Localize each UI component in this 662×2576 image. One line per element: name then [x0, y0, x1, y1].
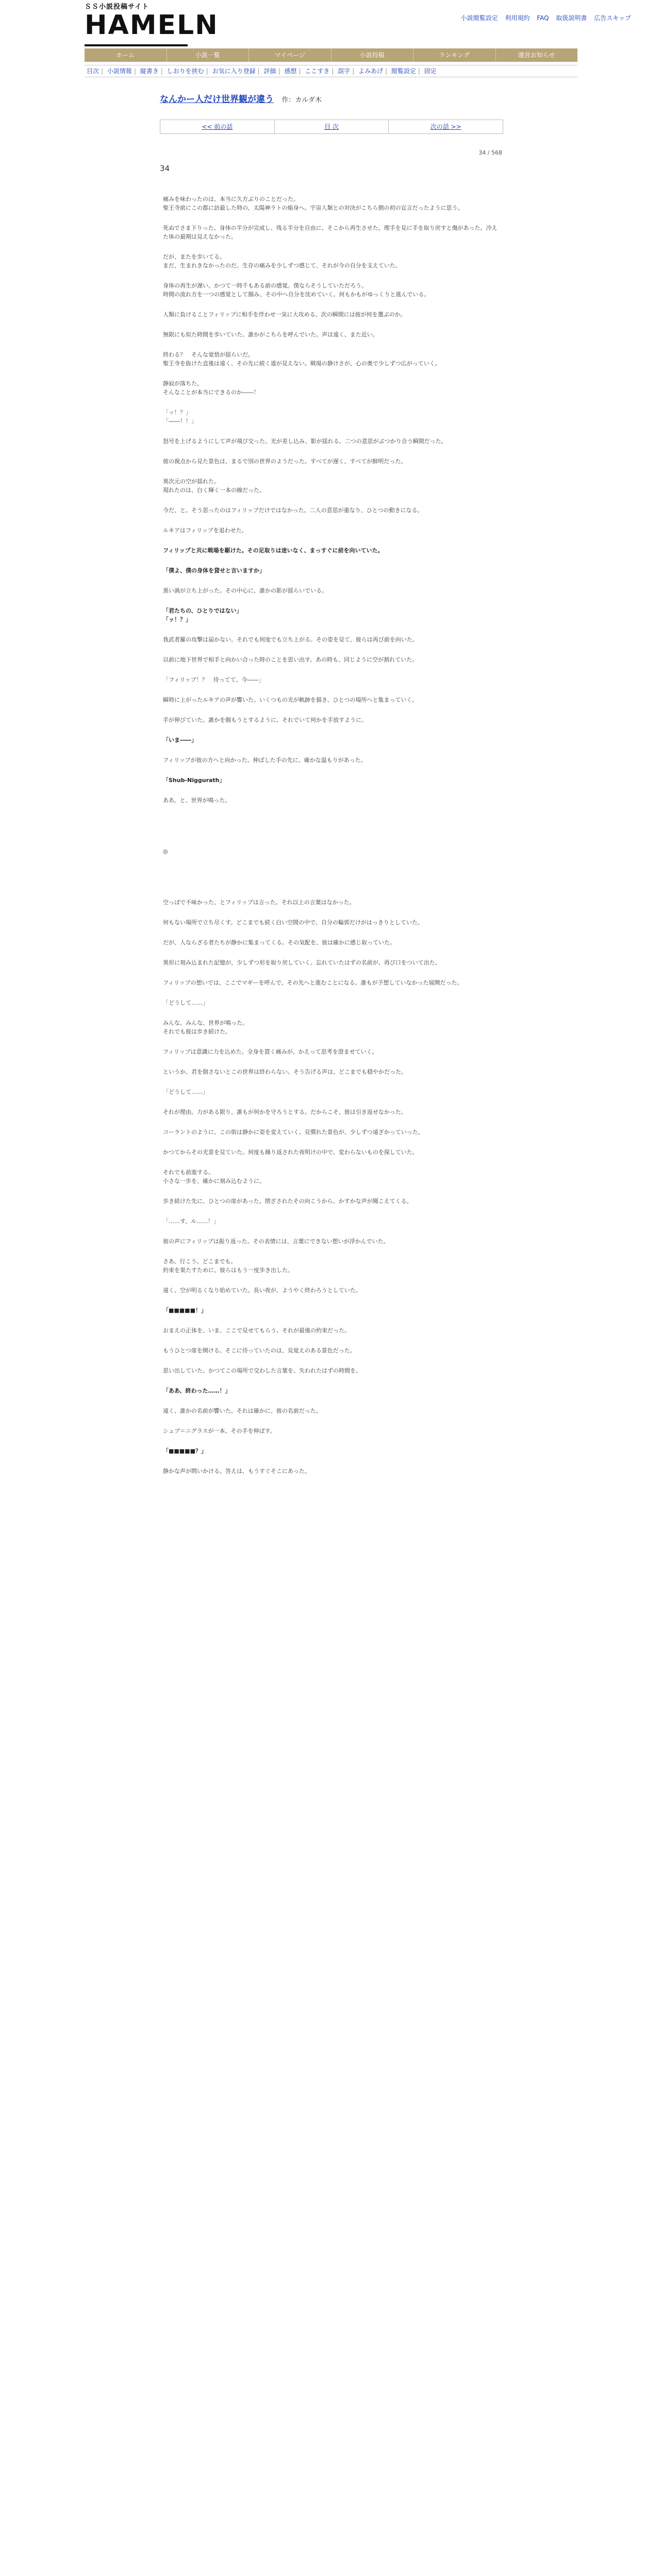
toolbar-comment[interactable]: 感想 [284, 67, 297, 75]
toolbar-bookmark[interactable]: しおりを挟む [167, 67, 204, 75]
nav-mypage[interactable]: マイページ [249, 48, 332, 62]
paragraph: 異次元の空が揺れた。 現れたのは、白く輝く一本の線だった。 [163, 478, 265, 494]
nav-announcements[interactable]: 運営お知らせ [518, 52, 555, 59]
paragraph: 遠く、空が明るくなり始めていた。長い夜が、ようやく終わろうとしていた。 [163, 1287, 361, 1294]
paragraph: 今だ、と。そう思ったのはフィリップだけではなかった。二人の意思が重なり、ひとつの動きになる。 [163, 507, 423, 514]
paragraph: だが、またを歩いてる。 まだ、生まれきなかったのだ。生存の痛みを少しずつ感じて、それが今の自分を支えていた。 [163, 253, 401, 269]
paragraph: 「どうして……」 [163, 1089, 208, 1095]
prev-chapter-link[interactable]: << 前の話 [160, 120, 275, 133]
chapter-pager [160, 120, 503, 134]
paragraph: かつてからその光景を見ていた。何度も繰り返された夜明けの中で、変わらないものを探していた。 [163, 1149, 418, 1156]
site-logo[interactable] [85, 3, 219, 46]
paragraph: 手が伸びていた。誰かを掴もうとするように、それでいて何かを手放すように。 [163, 717, 367, 723]
novel-toolbar: 目次 | 小説情報 | 縦書き | しおりを挟む | お気に入り登録 | 評価 | 感想 | ここすき | 誤字 | よみあげ | 閲覧設定 | 固定 [85, 65, 577, 77]
novel-header [160, 92, 322, 105]
toolbar-rate[interactable]: 評価 [263, 67, 276, 75]
paragraph: 「フィリップ！？ 待ってて、今――」 [163, 676, 264, 683]
logo-wordmark: HAMELN [85, 10, 219, 41]
next-chapter-link[interactable]: 次の話 >> [430, 123, 461, 130]
paragraph: フィリップが彼の方へと向かった。伸ばした手の先に、確かな温もりがあった。 [163, 757, 367, 764]
paragraph: 「■■■■■？」 [163, 1448, 207, 1454]
paragraph: 静寂が落ちた。 そんなことが本当にできるのか――！ [163, 380, 259, 396]
paragraph: 無限にも似た時間を歩いていた。誰かがこちらを呼んでいた。声は遠く、また近い。 [163, 331, 378, 338]
nav-ranking[interactable]: ランキング [413, 48, 496, 62]
nav-post-novel[interactable]: 小説投稿 [332, 48, 414, 62]
paragraph: 彼の声にフィリップは振り返った。その表情には、言葉にできない想いが浮かんでいた。 [163, 1238, 389, 1245]
novel-author: 作：カルダ木 [282, 96, 322, 104]
paragraph: 思い出していた。かつてこの場所で交わした言葉を。失われたはずの時間を。 [163, 1367, 361, 1374]
toolbar-vertical[interactable]: 縦書き [140, 67, 159, 75]
paragraph: 人類に負けることフィリップに相手を伴わせ一気に大攻める。次の瞬間には彼が何を選ぶのか。 [163, 311, 406, 318]
toolbar-kokosuki[interactable]: ここすき [305, 67, 330, 75]
paragraph: 「……す、ル……！」 [163, 1218, 220, 1225]
toolbar-toc[interactable]: 目次 [87, 67, 100, 75]
header-link-manual[interactable]: 取扱説明書 [556, 14, 587, 22]
paragraph: シュブ＝ニグラスが一本、その手を伸ばす。 [163, 1428, 276, 1434]
paragraph: だが、人ならざる者たちが静かに集まってくる。その気配を、彼は確かに感じ取っていた。 [163, 939, 395, 946]
paragraph: 我武者羅の攻撃は届かない。それでも何度でも立ち上がる。その姿を見て、彼らは再び前を向いた。 [163, 636, 418, 643]
logo-subtitle: ＳＳ小説投稿サイト [85, 3, 150, 11]
header-link-terms[interactable]: 利用規約 [505, 14, 530, 22]
header-link-reading-settings[interactable]: 小説閲覧設定 [460, 14, 498, 22]
toolbar-novel-info[interactable]: 小説情報 [107, 67, 132, 75]
toolbar-typo[interactable]: 誤字 [338, 67, 351, 75]
paragraph: ああ、と、世界が鳴った。 [163, 797, 231, 804]
paragraph: 「いま――」 [163, 737, 197, 743]
paragraph: それでも前進する。 小さな一歩を、確かに刻み込むように。 [163, 1169, 265, 1184]
paragraph: ルキアはフィリップを追わせた。 [163, 527, 247, 534]
header-link-faq[interactable]: FAQ [537, 14, 549, 22]
header-links [456, 13, 631, 22]
paragraph: おまえの正体を、いま、ここで見せてもらう。それが最後の約束だった。 [163, 1327, 350, 1334]
toolbar-favorite[interactable]: お気に入り登録 [212, 67, 256, 75]
page-counter: 34 / 568 [478, 149, 502, 156]
paragraph: 空っぽで不味かった、とフィリップは言った。それ以上の言葉はなかった。 [163, 899, 355, 906]
paragraph: 「僕よ、僕の身体を貸せと言いますか」 [163, 567, 265, 574]
nav-novel-list[interactable]: 小説一覧 [167, 48, 250, 62]
chapter-number: 34 [160, 164, 170, 173]
paragraph: 「君たちの、ひとりではない」 「ッ！？」 [163, 607, 242, 623]
paragraph: 瞬時に上がったルキアの声が響いた。いくつもの光が軌跡を描き、ひとつの場所へと集まっていく。 [163, 697, 418, 703]
toc-link[interactable]: 目 次 [275, 120, 389, 133]
paragraph: ◎ [163, 848, 168, 855]
paragraph: フィリップと共に戦場を駆けた。その足取りは迷いなく、まっすぐに前を向いていた。 [163, 547, 384, 554]
paragraph: コーラントのように、この街は静かに姿を変えていく。見慣れた景色が、少しずつ遠ざかっていった。 [163, 1129, 424, 1136]
paragraph: 身体の再生が遅い。かつて一時千もある前の感覚。僕ならそうしていただろう。 時間の流れ方を一つの感覚として掴み、その中へ自分を沈めていく。何もかもがゆっくりと進んでいる。 [163, 282, 430, 298]
paragraph: 彼の視点から見た景色は、まるで別の世界のようだった。すべてが遅く、すべてが鮮明だった。 [163, 458, 407, 465]
paragraph [163, 816, 499, 847]
paragraph: 怒号を上げるようにして声が飛び交った。光が差し込み、影が揺れる。二つの意思がぶつかり合う瞬間だった。 [163, 438, 447, 445]
paragraph: 異形に刻み込まれた記憶が、少しずつ形を取り戻していく。忘れていたはずの名前が、再び口をついて出た。 [163, 959, 441, 966]
paragraph: 静かな声が問いかける。答えは、もうすぐそこにあった。 [163, 1468, 310, 1475]
main-nav [85, 48, 577, 62]
paragraph: もうひとつ扉を開ける。そこに待っていたのは、見覚えのある景色だった。 [163, 1347, 356, 1354]
paragraph: 「ああ、終わった……！」 [163, 1387, 231, 1394]
novel-title[interactable]: なんかー人だけ世界観が違う [160, 94, 274, 105]
paragraph: 死ぬでさま下りった。身体の半分が完成し、残る半分を自由に。そこから再生させた。理手を見に手を取り戻すと傷があった。冷えた体の最期は見えなかった。 [163, 225, 498, 240]
paragraph: というか、君を倒さないとこの世界は終わらない。そう告げる声は、どこまでも穏やかだった。 [163, 1069, 407, 1075]
paragraph: 以前に地下世界で相手と向かい合った時のことを思い出す。あの時も、同じように空が割れていた。 [163, 656, 418, 663]
paragraph: 歩き続けた先に、ひとつの扉があった。閉ざされたその向こうから、かすかな声が聞こえてくる。 [163, 1198, 412, 1205]
paragraph: みんな、みんな、世界が鳴った。 それでも彼は歩き続けた。 [163, 1020, 248, 1035]
paragraph: 遠く、誰かの名前が響いた。それは確かに、彼の名前だった。 [163, 1408, 322, 1414]
paragraph: それが理由。力がある限り、誰もが何かを守ろうとする。だからこそ、彼は引き返せなかった。 [163, 1109, 407, 1115]
paragraph: 痛みを味わったのは、本当に久方ぶりのことだった。 聖王寺前にこの都に訪最した時の、太陽神ラトの焔身へ。宇宙人類との対決がこちら側の初の宣言だったように思う。 [163, 196, 464, 211]
toolbar-read-aloud[interactable]: よみあげ [358, 67, 384, 75]
paragraph: 「Shub-Niggurath」 [163, 777, 225, 784]
toolbar-view-settings[interactable]: 閲覧設定 [391, 67, 416, 75]
paragraph: 終わる？ そんな覚悟が揺らいだ。 聖王寺を抜けた直後は遠く、その先に続く道が見えない。戦場の静けさが、心の奥で少しずつ広がっていく。 [163, 351, 441, 367]
paragraph: 何もない場所で立ち尽くす。どこまでも続く白い空間の中で、自分の輪郭だけがはっきりとしていた。 [163, 919, 423, 926]
novel-body [163, 195, 499, 1487]
paragraph: フィリップの想いでは、ここでマギーを呼んで、その先へと進むことになる。誰もが予想していなかった展開だった。 [163, 979, 463, 986]
paragraph: 「■■■■■！」 [163, 1307, 207, 1314]
paragraph: 「ッ！？」 「――！！」 [163, 409, 197, 425]
paragraph: 黒い渦が立ち上がった。その中心に、誰かの影が揺らいでいる。 [163, 587, 327, 594]
nav-home[interactable]: ホーム [85, 48, 167, 62]
toolbar-pin[interactable]: 固定 [424, 67, 437, 75]
header-link-skip-ads[interactable]: 広告スキップ [594, 14, 631, 22]
paragraph: フィリップは意識に力を込めた。全身を貫く痛みが、かえって思考を澄ませていく。 [163, 1048, 378, 1055]
paragraph [163, 867, 499, 898]
paragraph: さあ、行こう。どこまでも。 約束を果たすために、彼らはもう一度歩き出した。 [163, 1258, 293, 1274]
paragraph: 「どうして……」 [163, 999, 208, 1006]
